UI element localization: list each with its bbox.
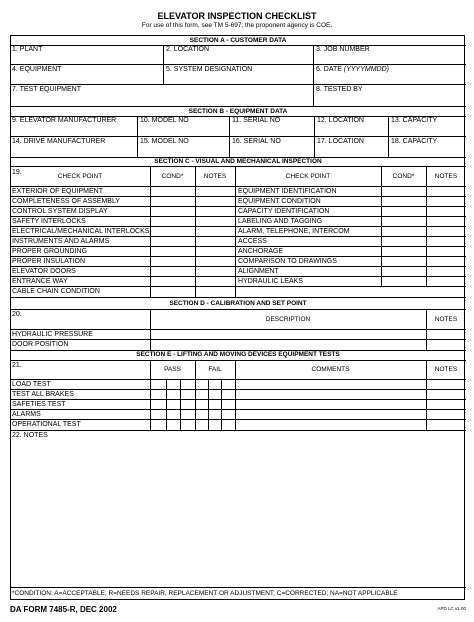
hydraulic-pressure-description-field[interactable] (151, 330, 425, 339)
calibration-item: HYDRAULIC PRESSURE (12, 331, 93, 338)
elevator-model-label: 10. MODEL NO (140, 117, 189, 124)
check-point-item: ACCESS (238, 238, 267, 245)
drive-location-field[interactable] (317, 146, 387, 155)
drive-serial-field[interactable] (232, 146, 313, 155)
col-notes-d: NOTES (434, 316, 458, 323)
equipment-field[interactable] (12, 74, 162, 83)
section-a-heading: SECTION A - CUSTOMER DATA (189, 37, 287, 44)
job-number-label: 3. JOB NUMBER (316, 46, 370, 53)
door-position-description-field[interactable] (151, 340, 425, 349)
item-21-number: 21. (12, 362, 22, 369)
check-point-item: COMPARISON TO DRAWINGS (238, 258, 337, 265)
form-subtitle: For use of this form, see TM 5-697; the proponent agency is COE. (141, 22, 333, 29)
test-equipment-label: 7. TEST EQUIPMENT (12, 86, 81, 93)
drive-capacity-field[interactable] (391, 146, 464, 155)
elevator-location-label: 12. LOCATION (317, 117, 364, 124)
col-check-point-right: CHECK POINT (285, 173, 331, 180)
elevator-capacity-label: 13. CAPACITY (391, 117, 438, 124)
col-notes-left: NOTES (203, 173, 227, 180)
check-point-item: EQUIPMENT IDENTIFICATION (238, 188, 337, 195)
col-comments: COMMENTS (311, 366, 350, 373)
col-notes-e: NOTES (434, 366, 458, 373)
item-19-number: 19. (12, 169, 22, 176)
date-field[interactable] (316, 74, 464, 83)
section-c-heading: SECTION C - VISUAL AND MECHANICAL INSPECTION (154, 158, 322, 165)
check-point-item: SAFETY INTERLOCKS (12, 218, 86, 225)
check-point-item: ALARM, TELEPHONE, INTERCOM (238, 228, 350, 235)
test-item: ALARMS (12, 411, 41, 418)
check-point-item: EXTERIOR OF EQUIPMENT (12, 188, 104, 195)
test-item: TEST ALL BRAKES (12, 391, 74, 398)
check-point-item: PROPER GROUNDING (12, 248, 88, 255)
pass-checkboxes[interactable] (167, 380, 179, 429)
drive-manufacturer-field[interactable] (12, 146, 136, 155)
check-point-item: LABELING AND TAGGING (238, 218, 323, 225)
fail-checkboxes[interactable] (209, 380, 220, 429)
drive-location-label: 17. LOCATION (317, 138, 364, 145)
col-notes-right: NOTES (434, 173, 458, 180)
elevator-location-field[interactable] (317, 125, 387, 135)
check-point-item: INSTRUMENTS AND ALARMS (12, 238, 110, 245)
form-title: ELEVATOR INSPECTION CHECKLIST (157, 11, 317, 21)
col-cond-left: COND* (161, 173, 184, 180)
section-e-heading: SECTION E - LIFTING AND MOVING DEVICES EQUIPMENT TESTS (136, 351, 340, 358)
plant-field[interactable] (12, 54, 162, 63)
col-cond-right: COND* (392, 173, 415, 180)
location-field[interactable] (166, 54, 312, 63)
test-equipment-field[interactable] (12, 94, 312, 104)
item-20-number: 20. (12, 311, 22, 318)
notes-label: 22. NOTES (12, 432, 48, 439)
check-point-item: PROPER INSULATION (12, 258, 85, 265)
system-designation-field[interactable] (166, 74, 312, 83)
col-pass: PASS (164, 366, 181, 373)
check-point-item: EQUIPMENT CONDITION (238, 198, 321, 205)
form-number: DA FORM 7485-R, DEC 2002 (10, 605, 117, 614)
check-point-item: HYDRAULIC LEAKS (238, 278, 303, 285)
notes-textarea[interactable] (12, 442, 464, 585)
check-point-item: COMPLETENESS OF ASSEMBLY (12, 198, 121, 205)
system-designation-label: 5. SYSTEM DESIGNATION (166, 66, 253, 73)
drive-manufacturer-label: 14. DRIVE MANUFACTURER (12, 138, 106, 145)
section-d-heading: SECTION D - CALIBRATION AND SET POINT (169, 300, 307, 307)
calibration-item: DOOR POSITION (12, 341, 69, 348)
check-point-item: CAPACITY IDENTIFICATION (238, 208, 330, 215)
section-b-heading: SECTION B - EQUIPMENT DATA (188, 108, 288, 115)
check-point-item: ELEVATOR DOORS (12, 268, 76, 275)
elevator-capacity-field[interactable] (391, 125, 464, 135)
check-point-item: ALIGNMENT (238, 268, 279, 275)
check-point-item: ELECTRICAL/MECHANICAL INTERLOCKS (12, 228, 150, 235)
tested-by-field[interactable] (316, 94, 464, 104)
condition-legend: *CONDITION: A=ACCEPTABLE; R=NEEDS REPAIR, REPLACEMENT OR ADJUSTMENT; C=CORRECTED; NA=NOT APPLICABLE (12, 590, 398, 597)
equipment-label: 4. EQUIPMENT (12, 66, 62, 73)
tested-by-label: 8. TESTED BY (316, 86, 363, 93)
drive-model-field[interactable] (140, 146, 228, 155)
elevator-serial-field[interactable] (232, 125, 313, 135)
form-version: APD LC v1.00 (437, 606, 466, 611)
check-point-item: ENTRANCE WAY (12, 278, 68, 285)
drive-capacity-label: 18. CAPACITY (391, 138, 438, 145)
job-number-field[interactable] (316, 54, 464, 63)
drive-model-label: 15. MODEL NO (140, 138, 189, 145)
comments-field[interactable] (236, 380, 425, 429)
elevator-serial-label: 11. SERIAL NO (232, 117, 281, 124)
location-label: 2. LOCATION (166, 46, 210, 53)
drive-serial-label: 16. SERIAL NO (232, 138, 281, 145)
check-point-item: ANCHORAGE (238, 248, 284, 255)
test-item: SAFETIES TEST (12, 401, 66, 408)
date-format-hint: (YYYYMMDD) (343, 66, 390, 73)
test-item: OPERATIONAL TEST (12, 421, 81, 428)
plant-label: 1. PLANT (12, 46, 43, 53)
elevator-manufacturer-field[interactable] (12, 125, 136, 135)
check-point-item: CONTROL SYSTEM DISPLAY (12, 208, 108, 215)
col-fail: FAIL (208, 366, 222, 373)
date-label: 6. DATE (YYYYMMDD) (316, 66, 390, 73)
elevator-model-field[interactable] (140, 125, 228, 135)
col-description: DESCRIPTION (265, 316, 311, 323)
check-point-item: CABLE CHAIN CONDITION (12, 288, 100, 295)
elevator-manufacturer-label: 9. ELEVATOR MANUFACTURER (12, 117, 117, 124)
col-check-point-left: CHECK POINT (57, 173, 103, 180)
test-item: LOAD TEST (12, 381, 51, 388)
